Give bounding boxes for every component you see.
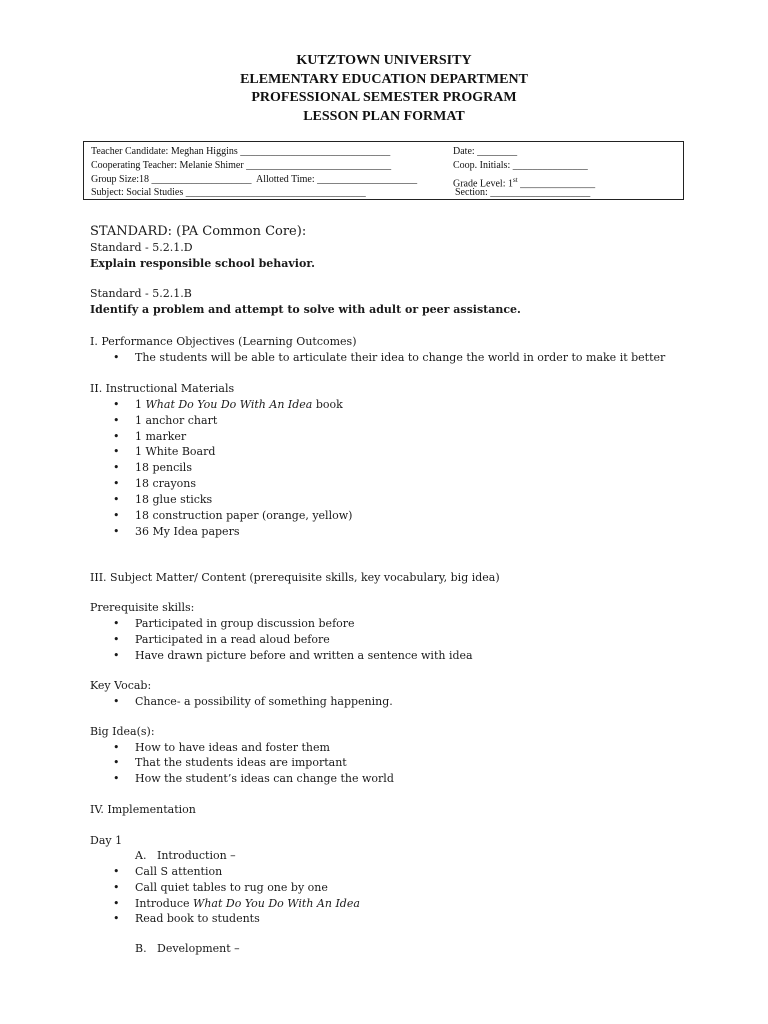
subject-field: Subject: Social Studies ____________________________________ [91,187,366,198]
university-title: KUTZTOWN UNIVERSITY [296,53,472,68]
department-title: ELEMENTARY EDUCATION DEPARTMENT [240,71,528,87]
section-field: Section: ____________________ [455,187,591,198]
info-row [91,159,676,173]
standard-code: Standard - 5.2.1.B [90,287,192,300]
grade-level-field: Grade Level: 1st _______________ [453,176,596,190]
section-introduction: A. Introduction – [135,849,236,862]
cooperating-teacher-field: Cooperating Teacher: Melanie Shimer _____________________________ [91,160,392,171]
implementation-heading: IV. Implementation [90,803,196,816]
info-box [83,141,684,200]
info-row [91,173,676,190]
materials-heading: II. Instructional Materials [90,382,235,395]
document-header [0,52,768,126]
day-label: Day 1 [90,834,123,847]
standard-code: Standard - 5.2.1.D [90,241,193,254]
teacher-candidate-field: Teacher Candidate: Meghan Higgins ______________________________ [91,146,391,157]
standard-text: Identify a problem and attempt to solve with adult or peer assistance. [90,303,521,316]
standard-text: Explain responsible school behavior. [90,257,315,270]
subject-matter-heading: III. Subject Matter/ Content (prerequisite skills, key vocabulary, big idea) [90,571,500,584]
allotted-time-field: Allotted Time: ____________________ [256,174,418,185]
format-title: LESSON PLAN FORMAT [303,108,465,124]
group-size-field: Group Size:18 ____________________ [91,174,252,185]
prerequisite-heading: Prerequisite skills: [90,601,195,614]
date-field: Date: ________ [453,146,518,157]
standard-heading: STANDARD: (PA Common Core): [90,224,307,239]
coop-initials-field: Coop. Initials: _______________ [453,160,588,171]
objectives-heading: I. Performance Objectives (Learning Outcomes) [90,335,357,348]
vocab-heading: Key Vocab: [90,679,152,692]
info-row [91,186,676,200]
section-development: B. Development – [135,942,240,955]
program-title: PROFESSIONAL SEMESTER PROGRAM [251,90,517,105]
big-idea-heading: Big Idea(s): [90,725,155,738]
info-row [91,145,676,159]
